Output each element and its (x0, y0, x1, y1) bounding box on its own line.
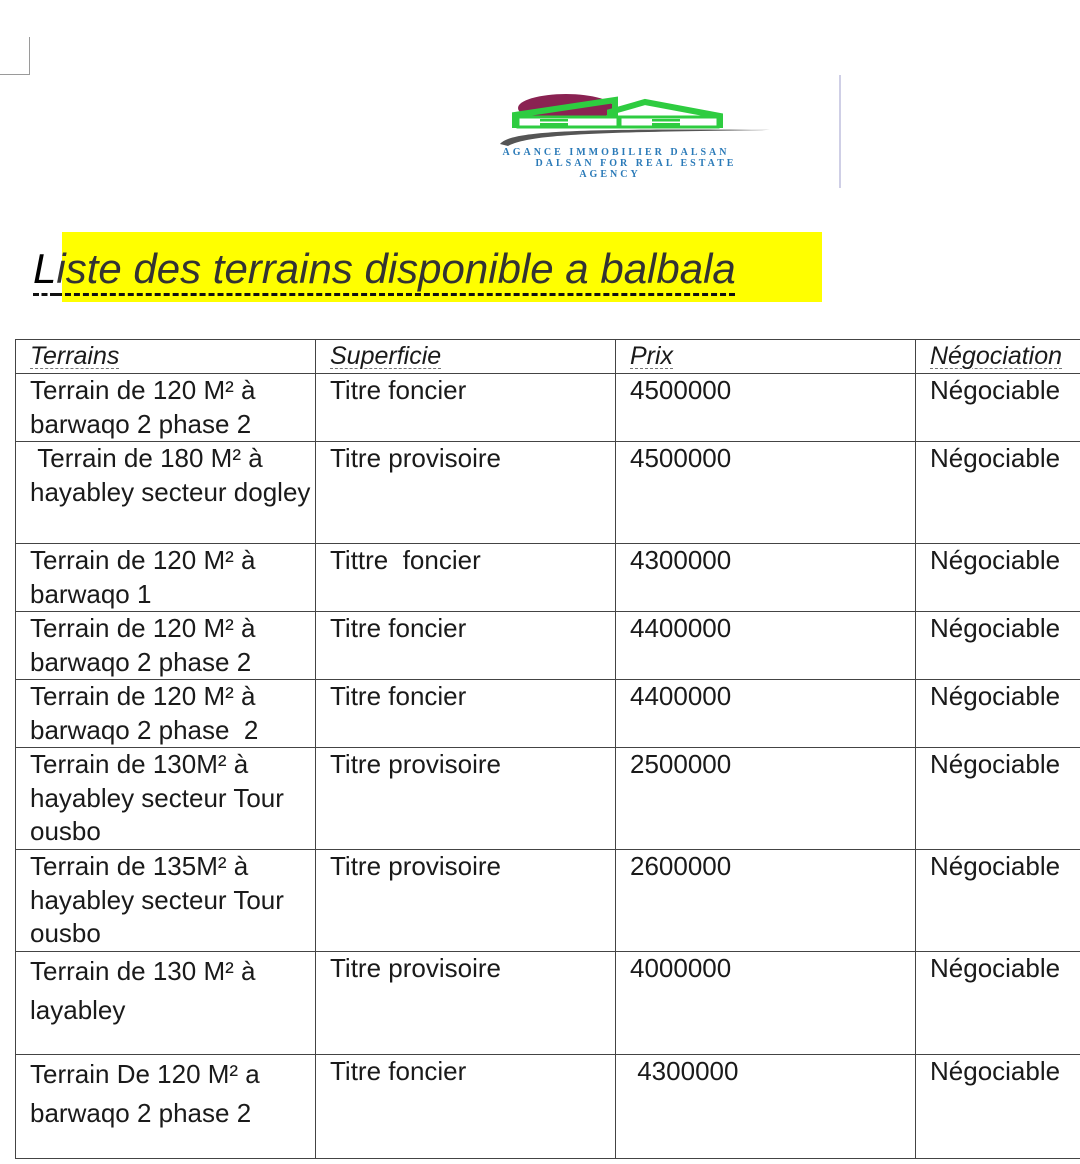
cell-terrain: Terrain de 120 M² à barwaqo 2 phase 2 (16, 374, 316, 442)
cell-negociation: Négociable (916, 680, 1080, 748)
cell-negociation: Négociable (916, 952, 1080, 1055)
margin-line (839, 75, 841, 188)
cell-prix: 4500000 (616, 374, 916, 442)
table-row (16, 680, 1080, 748)
cell-superficie: Titre foncier (316, 1055, 616, 1159)
document-title (33, 232, 736, 302)
cell-terrain: Terrain De 120 M² a barwaqo 2 phase 2 (16, 1055, 316, 1159)
header-prix: Prix (616, 340, 916, 374)
logo-text-line2: DALSAN FOR REAL ESTATE (535, 158, 737, 169)
house-logo-icon (400, 90, 820, 150)
header-superficie: Superficie (316, 340, 616, 374)
terrains-table (15, 339, 1080, 1159)
table-row (16, 612, 1080, 680)
cell-negociation: Négociable (916, 442, 1080, 544)
title-text: iste des terrains disponible a balbala (56, 245, 736, 292)
logo-text-line3: AGENCY (579, 169, 641, 180)
cell-superficie: Titre provisoire (316, 748, 616, 850)
cell-terrain: Terrain de 180 M² à hayabley secteur dogley (16, 442, 316, 544)
cell-superficie: Titre provisoire (316, 850, 616, 952)
table-row (16, 544, 1080, 612)
cell-terrain: Terrain de 120 M² à barwaqo 2 phase 2 (16, 612, 316, 680)
page-corner-mark (0, 37, 30, 75)
cell-superficie: Titre provisoire (316, 442, 616, 544)
cell-terrain: Terrain de 135M² à hayabley secteur Tour ousbo (16, 850, 316, 952)
table-header-row (16, 340, 1080, 374)
cell-terrain: Terrain de 120 M² à barwaqo 2 phase 2 (16, 680, 316, 748)
header-negociation: Négociation (916, 340, 1080, 374)
table-row (16, 442, 1080, 544)
table-row (16, 1055, 1080, 1159)
cell-terrain: Terrain de 120 M² à barwaqo 1 (16, 544, 316, 612)
table-row (16, 850, 1080, 952)
cell-negociation: Négociable (916, 374, 1080, 442)
cell-prix: 4000000 (616, 952, 916, 1055)
cell-prix: 2500000 (616, 748, 916, 850)
table-row (16, 374, 1080, 442)
cell-superficie: Titre foncier (316, 612, 616, 680)
agency-logo (400, 90, 820, 190)
cell-negociation: Négociable (916, 544, 1080, 612)
cell-negociation: Négociable (916, 612, 1080, 680)
header-terrains: Terrains (16, 340, 316, 374)
title-first-letter: L (33, 245, 57, 292)
cell-superficie: Titre foncier (316, 374, 616, 442)
cell-superficie: Tittre foncier (316, 544, 616, 612)
cell-negociation: Négociable (916, 748, 1080, 850)
cell-negociation: Négociable (916, 850, 1080, 952)
cell-prix: 4300000 (616, 1055, 916, 1159)
logo-text-line1: AGANCE IMMOBILIER DALSAN (502, 147, 730, 158)
table-row (16, 748, 1080, 850)
cell-prix: 4400000 (616, 680, 916, 748)
cell-prix: 4400000 (616, 612, 916, 680)
cell-prix: 4500000 (616, 442, 916, 544)
cell-prix: 4300000 (616, 544, 916, 612)
cell-terrain: Terrain de 130 M² à layabley (16, 952, 316, 1055)
cell-superficie: Titre provisoire (316, 952, 616, 1055)
cell-negociation: Négociable (916, 1055, 1080, 1159)
table-row (16, 952, 1080, 1055)
cell-prix: 2600000 (616, 850, 916, 952)
cell-superficie: Titre foncier (316, 680, 616, 748)
cell-terrain: Terrain de 130M² à hayabley secteur Tour ousbo (16, 748, 316, 850)
